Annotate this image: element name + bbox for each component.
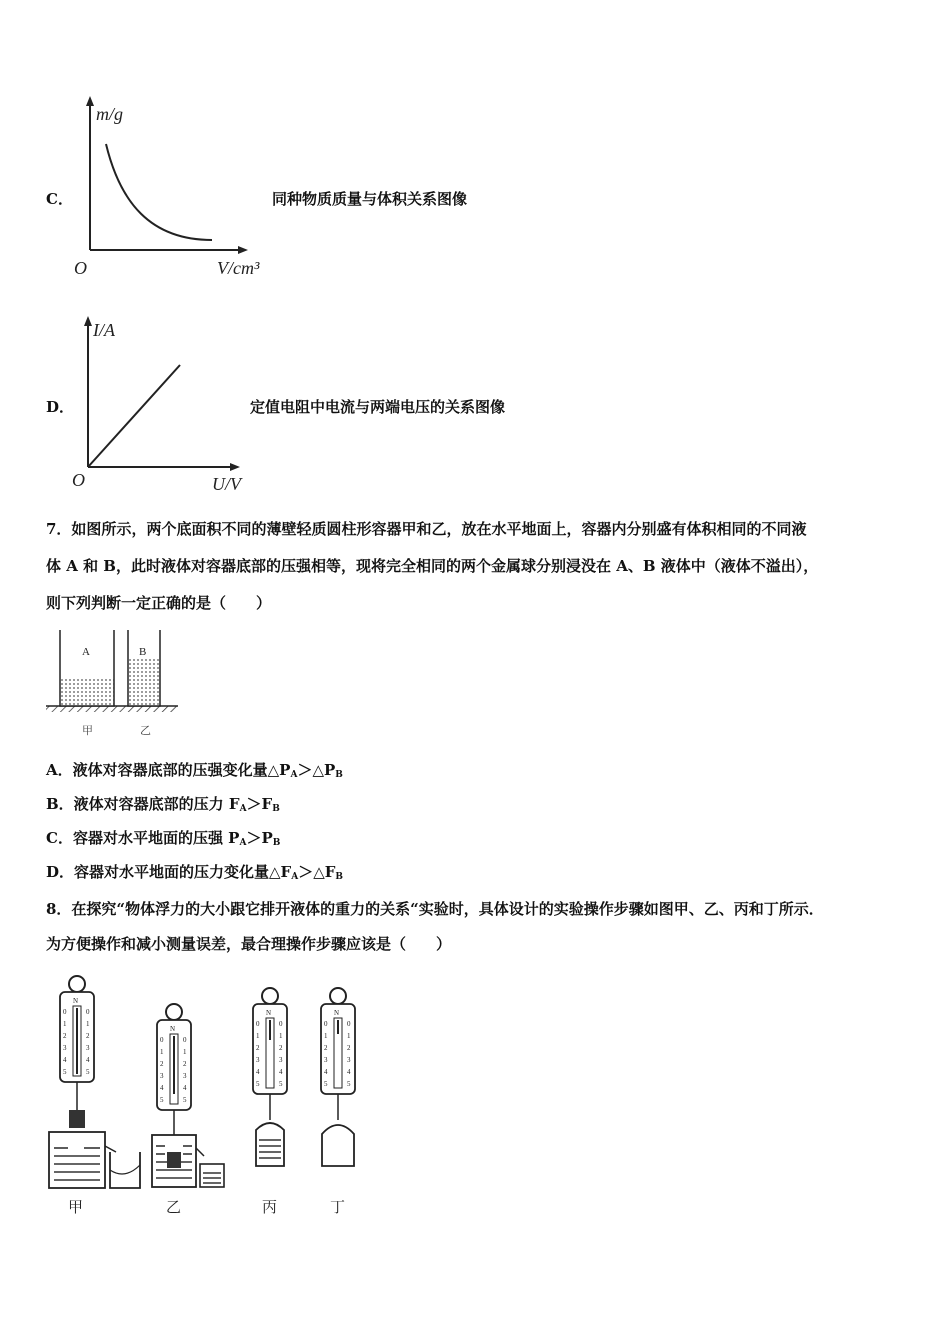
svg-text:4: 4 xyxy=(347,1068,351,1076)
q7-option-a[interactable]: A．液体对容器底部的压强变化量$\triangle P_A>\triangle P_B$ xyxy=(46,761,343,780)
svg-text:1: 1 xyxy=(86,1020,90,1028)
liquid-b-label: B xyxy=(139,646,147,658)
liquid-a-label: A xyxy=(82,646,90,658)
svg-text:5: 5 xyxy=(63,1068,67,1076)
mass-volume-graph xyxy=(60,92,290,282)
svg-text:0: 0 xyxy=(183,1036,187,1044)
q7-containers-figure xyxy=(44,626,184,741)
label-jia: 甲 xyxy=(82,725,93,737)
svg-text:5: 5 xyxy=(160,1096,164,1104)
option-d-caption: 定值电阻中电流与两端电压的关系图像 xyxy=(250,398,506,416)
svg-text:2: 2 xyxy=(63,1032,67,1040)
svg-text:3: 3 xyxy=(183,1072,187,1080)
svg-text:3: 3 xyxy=(63,1044,67,1052)
q7-line2: 体 A 和 B，此时液体对容器底部的压强相等，现将完全相同的两个金属球分别浸没在 A、B 液体中（液体不溢出）， xyxy=(46,557,819,575)
x-axis-label: U/V xyxy=(212,474,241,494)
svg-text:5: 5 xyxy=(347,1080,351,1088)
spring-scale-yi xyxy=(152,1004,224,1187)
svg-text:2: 2 xyxy=(160,1060,164,1068)
svg-text:4: 4 xyxy=(183,1084,187,1092)
svg-text:1: 1 xyxy=(279,1032,283,1040)
fig-label-bing: 丙 xyxy=(262,1200,278,1216)
svg-text:0: 0 xyxy=(324,1020,328,1028)
svg-text:3: 3 xyxy=(347,1056,351,1064)
svg-text:0: 0 xyxy=(86,1008,90,1016)
svg-text:4: 4 xyxy=(324,1068,328,1076)
svg-text:4: 4 xyxy=(160,1084,164,1092)
svg-text:2: 2 xyxy=(279,1044,283,1052)
svg-text:1: 1 xyxy=(183,1048,187,1056)
q7-option-d[interactable]: D．容器对水平地面的压力变化量$\triangle F_A>\triangle F_B$ xyxy=(46,863,343,882)
svg-text:2: 2 xyxy=(183,1060,187,1068)
svg-text:N: N xyxy=(266,1009,272,1017)
svg-text:4: 4 xyxy=(86,1056,90,1064)
svg-text:4: 4 xyxy=(256,1068,260,1076)
svg-text:5: 5 xyxy=(256,1080,260,1088)
spring-scale-bing xyxy=(253,988,287,1166)
svg-text:1: 1 xyxy=(63,1020,67,1028)
svg-text:1: 1 xyxy=(256,1032,260,1040)
svg-text:5: 5 xyxy=(324,1080,328,1088)
option-c-letter: C． xyxy=(46,190,73,208)
svg-text:2: 2 xyxy=(256,1044,260,1052)
q7-option-c[interactable]: C．容器对水平地面的压强 $P_A>P_B$ xyxy=(46,829,281,848)
spring-scale-jia xyxy=(49,976,140,1188)
label-yi: 乙 xyxy=(140,725,151,737)
svg-text:N: N xyxy=(334,1009,340,1017)
fig-label-ding: 丁 xyxy=(330,1200,346,1216)
option-d-letter: D． xyxy=(46,398,75,416)
svg-text:N: N xyxy=(73,997,79,1005)
q8-line1: 8．在探究“物体浮力的大小跟它排开液体的重力的关系“实验时，具体设计的实验操作步骤如图甲、乙、丙和丁所示． xyxy=(46,900,824,918)
svg-text:1: 1 xyxy=(324,1032,328,1040)
svg-text:5: 5 xyxy=(279,1080,283,1088)
spring-scale-ding xyxy=(321,988,355,1166)
svg-text:0: 0 xyxy=(256,1020,260,1028)
svg-text:3: 3 xyxy=(86,1044,90,1052)
svg-text:5: 5 xyxy=(183,1096,187,1104)
svg-text:0: 0 xyxy=(279,1020,283,1028)
svg-text:3: 3 xyxy=(324,1056,328,1064)
fig-label-jia: 甲 xyxy=(68,1200,84,1216)
y-axis-label: I/A xyxy=(93,320,115,340)
fig-label-yi: 乙 xyxy=(166,1200,182,1216)
svg-text:4: 4 xyxy=(63,1056,67,1064)
x-axis-label: V/cm³ xyxy=(217,258,260,278)
q8-line2: 为方便操作和减小测量误差，最合理操作步骤应该是（ ） xyxy=(46,935,452,953)
svg-text:3: 3 xyxy=(160,1072,164,1080)
svg-text:2: 2 xyxy=(86,1032,90,1040)
svg-text:3: 3 xyxy=(256,1056,260,1064)
svg-text:5: 5 xyxy=(86,1068,90,1076)
svg-text:0: 0 xyxy=(347,1020,351,1028)
svg-text:2: 2 xyxy=(324,1044,328,1052)
svg-text:1: 1 xyxy=(347,1032,351,1040)
y-axis-label: m/g xyxy=(96,104,123,124)
svg-text:1: 1 xyxy=(160,1048,164,1056)
svg-text:3: 3 xyxy=(279,1056,283,1064)
svg-text:N: N xyxy=(170,1025,176,1033)
svg-text:0: 0 xyxy=(63,1008,67,1016)
q7-option-b[interactable]: B．液体对容器底部的压力 $F_A>F_B$ xyxy=(46,795,280,814)
option-c-caption: 同种物质质量与体积关系图像 xyxy=(272,190,468,208)
q7-line1: 7．如图所示，两个底面积不同的薄壁轻质圆柱形容器甲和乙，放在水平地面上，容器内分别盛有体积相同的不同液 xyxy=(46,520,807,538)
origin-label: O xyxy=(74,258,87,278)
q7-line3: 则下列判断一定正确的是（ ） xyxy=(46,594,272,612)
origin-label: O xyxy=(72,470,85,490)
svg-text:0: 0 xyxy=(160,1036,164,1044)
svg-text:4: 4 xyxy=(279,1068,283,1076)
current-voltage-graph xyxy=(60,310,260,495)
q8-spring-scale-figure xyxy=(40,970,370,1220)
svg-text:2: 2 xyxy=(347,1044,351,1052)
